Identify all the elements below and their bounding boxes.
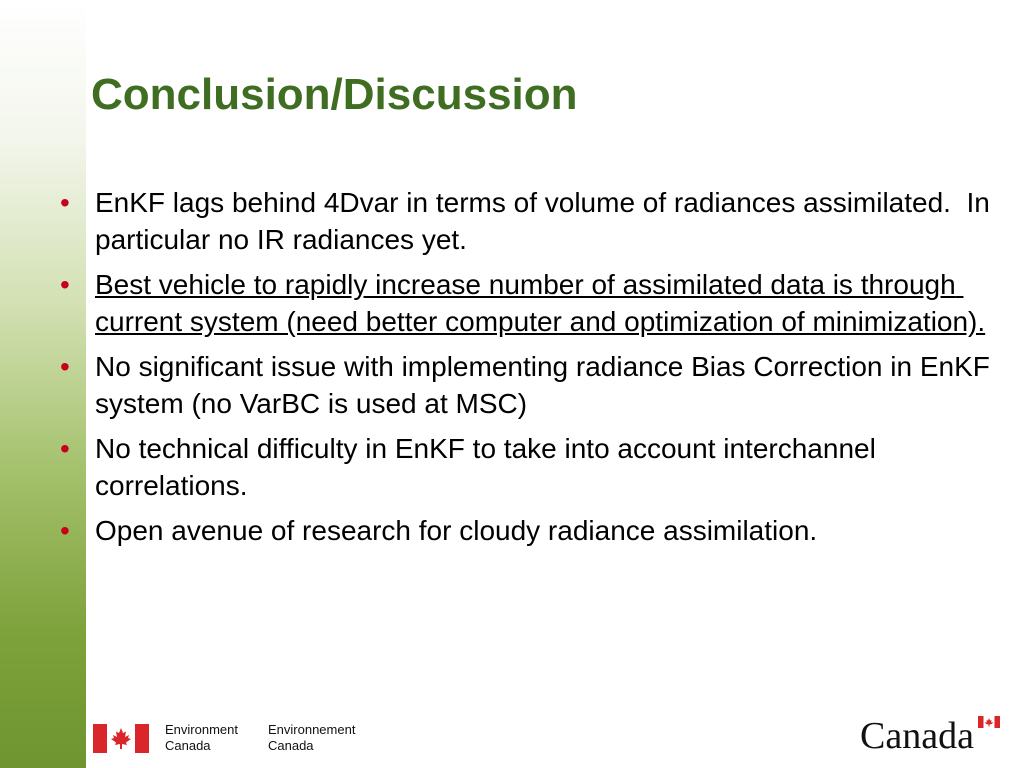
bullet-dot-icon: •	[60, 515, 70, 546]
bullet-item	[60, 348, 1010, 422]
wordmark-flag-icon	[978, 716, 1000, 728]
department-fr-line-1: Environnement	[268, 722, 356, 737]
department-fr-line-2: Canada	[268, 738, 314, 753]
department-name-english	[165, 722, 238, 754]
bullet-dot-icon: •	[60, 433, 70, 464]
slide-title: Conclusion/Discussion	[91, 70, 578, 119]
department-en-line-2: Canada	[165, 738, 211, 753]
department-en-line-1: Environment	[165, 722, 238, 737]
bullet-item	[60, 266, 1010, 340]
bullet-list	[60, 184, 1010, 557]
department-name-french	[268, 722, 355, 754]
canada-flag-icon	[93, 724, 149, 753]
footer	[0, 700, 1024, 768]
canada-wordmark-text: Canada	[860, 715, 974, 757]
bullet-item	[60, 512, 1010, 549]
bullet-item	[60, 430, 1010, 504]
bullet-dot-icon: •	[60, 187, 70, 218]
bullet-text: Open avenue of research for cloudy radiance assimilation.	[95, 515, 818, 546]
bullet-text: EnKF lags behind 4Dvar in terms of volume of radiances assimilated. In particular no IR radiances yet.	[95, 187, 998, 255]
bullet-text: No significant issue with implementing radiance Bias Correction in EnKF system (no VarBC is used at MSC)	[95, 351, 998, 419]
bullet-text: Best vehicle to rapidly increase number of assimilated data is through current system (need better computer and optimization of minimization).	[95, 269, 986, 337]
bullet-dot-icon: •	[60, 269, 70, 300]
canada-wordmark	[860, 712, 1000, 756]
bullet-item	[60, 184, 1010, 258]
bullet-text: No technical difficulty in EnKF to take into account interchannel correlations.	[95, 433, 884, 501]
bullet-dot-icon: •	[60, 351, 70, 382]
